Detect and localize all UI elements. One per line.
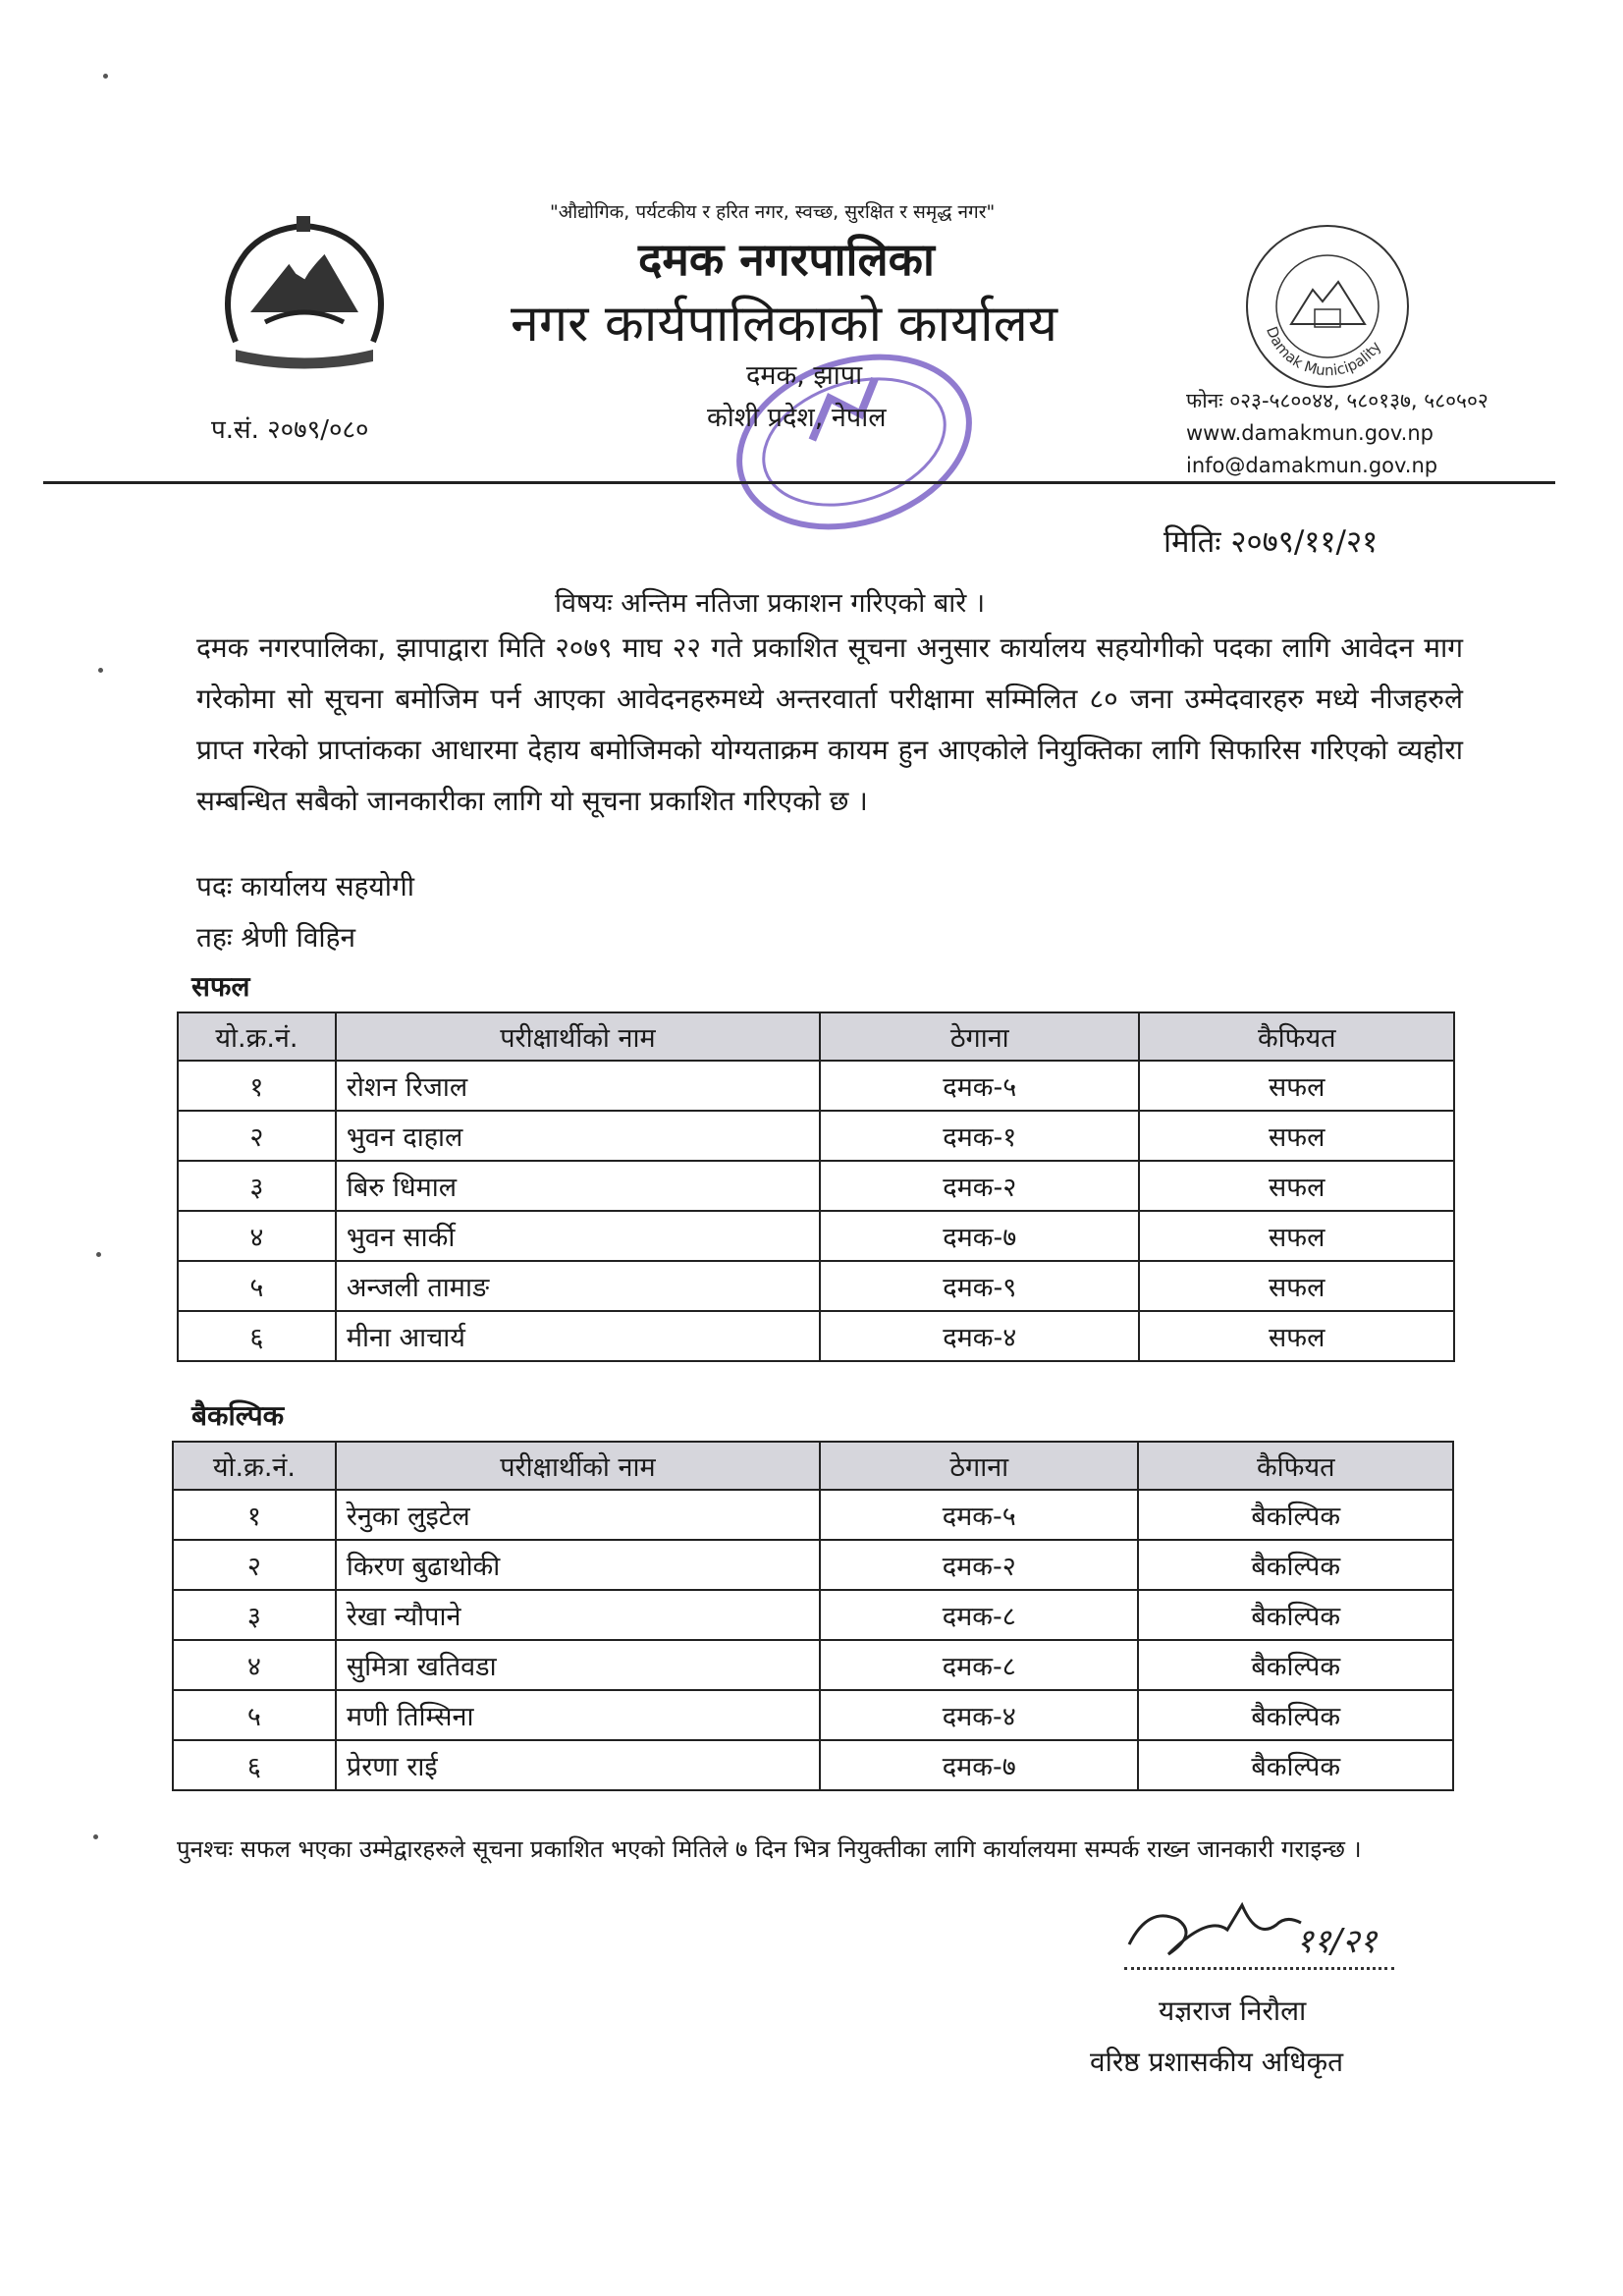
- notice-date: मितिः २०७९/११/२१: [1163, 524, 1379, 560]
- reference-number: प.सं. २०७९/०८०: [211, 415, 369, 445]
- remarks-cell: बैकल्पिक: [1138, 1490, 1453, 1540]
- svg-text:११/२१: ११/२१: [1296, 1922, 1378, 1961]
- postscript-note: पुनश्चः सफल भएका उम्मेद्वारहरुले सूचना प्रकाशित भएको मितिले ७ दिन भित्र नियुक्तीका लागि कार्यालयमा सम्पर्क राख्न जानकारी गराइन्छ ।: [177, 1835, 1362, 1863]
- email-link[interactable]: info@damakmun.gov.np: [1186, 454, 1438, 477]
- post-level: तहः श्रेणी विहिन: [196, 921, 356, 954]
- name-cell: मीना आचार्य: [336, 1311, 820, 1361]
- scan-speck: [103, 74, 108, 79]
- table-row: [173, 1540, 1453, 1590]
- scan-speck: [96, 1252, 101, 1257]
- remarks-cell: बैकल्पिक: [1138, 1690, 1453, 1740]
- address-cell: दमक-५: [820, 1061, 1139, 1111]
- table-row: [173, 1690, 1453, 1740]
- remarks-cell: बैकल्पिक: [1138, 1590, 1453, 1640]
- header-divider: [43, 481, 1555, 484]
- website-link[interactable]: www.damakmun.gov.np: [1186, 421, 1434, 445]
- name-cell: भुवन दाहाल: [336, 1111, 820, 1161]
- column-header-name: परीक्षार्थीको नाम: [336, 1012, 820, 1061]
- address-cell: दमक-८: [820, 1590, 1138, 1640]
- address-cell: दमक-८: [820, 1640, 1138, 1690]
- serial-cell: ४: [173, 1640, 336, 1690]
- notice-body: दमक नगरपालिका, झापाद्वारा मिति २०७९ माघ २२ गते प्रकाशित सूचना अनुसार कार्यालय सहयोगीको पदका लागि आवेदन माग गरेकोमा सो सूचना बमोजिम पर्न आएका आवेदनहरुमध्ये अन्तरवार्ता परीक्षामा सम्मिलित ८० जना उम्मेदवारहरु मध्ये नीजहरुले प्राप्त गरेको प्राप्तांकका आधारमा देहाय बमोजिमको योग्यताक्रम कायम हुन आएकोले नियुक्तिका लागि सिफारिस गरिएको व्यहोरा सम्बन्धित सबैको जानकारीका लागि यो सूचना प्रकाशित गरिएको छ ।: [196, 631, 1463, 817]
- address-cell: दमक-७: [820, 1740, 1138, 1790]
- name-cell: बिरु धिमाल: [336, 1161, 820, 1211]
- passed-results-table: [177, 1011, 1455, 1362]
- nepal-emblem-logo: [206, 214, 403, 371]
- name-cell: रेनुका लुइटेल: [336, 1490, 820, 1540]
- table-row: [178, 1261, 1454, 1311]
- address-cell: दमक-२: [820, 1161, 1139, 1211]
- scan-speck: [93, 1834, 98, 1839]
- serial-cell: २: [173, 1540, 336, 1590]
- column-header-serial: यो.क्र.नं.: [173, 1442, 336, 1490]
- column-header-remarks: कैफियत: [1139, 1012, 1454, 1061]
- serial-cell: ५: [173, 1690, 336, 1740]
- address-cell: दमक-१: [820, 1111, 1139, 1161]
- address-cell: दमक-४: [820, 1311, 1139, 1361]
- name-cell: प्रेरणा राई: [336, 1740, 820, 1790]
- remarks-cell: बैकल्पिक: [1138, 1740, 1453, 1790]
- serial-cell: ६: [173, 1740, 336, 1790]
- table-row: [178, 1211, 1454, 1261]
- name-cell: भुवन सार्की: [336, 1211, 820, 1261]
- notice-subject: विषयः अन्तिम नतिजा प्रकाशन गरिएको बारे ।: [555, 588, 986, 619]
- table-row: [178, 1311, 1454, 1361]
- serial-cell: ३: [178, 1161, 336, 1211]
- passed-heading: सफल: [191, 970, 250, 1003]
- serial-cell: ६: [178, 1311, 336, 1361]
- serial-cell: १: [178, 1061, 336, 1111]
- remarks-cell: सफल: [1139, 1261, 1454, 1311]
- name-cell: किरण बुढाथोकी: [336, 1540, 820, 1590]
- svg-text:Damak Municipality: Damak Municipality: [1263, 324, 1385, 380]
- address-cell: दमक-७: [820, 1211, 1139, 1261]
- address-cell: दमक-४: [820, 1690, 1138, 1740]
- remarks-cell: सफल: [1139, 1211, 1454, 1261]
- municipality-seal: [1242, 221, 1414, 393]
- table-header-row: [178, 1012, 1454, 1061]
- signer-name: यज्ञराज निरौला: [1159, 1995, 1307, 2027]
- serial-cell: १: [173, 1490, 336, 1540]
- name-cell: सुमित्रा खतिवडा: [336, 1640, 820, 1690]
- phone-numbers: फोनः ०२३-५८००४४, ५८०१३७, ५८०५०२: [1186, 389, 1488, 412]
- column-header-serial: यो.क्र.नं.: [178, 1012, 336, 1061]
- remarks-cell: सफल: [1139, 1161, 1454, 1211]
- table-row: [178, 1111, 1454, 1161]
- column-header-address: ठेगाना: [820, 1012, 1139, 1061]
- table-header-row: [173, 1442, 1453, 1490]
- table-row: [173, 1640, 1453, 1690]
- name-cell: रेखा न्यौपाने: [336, 1590, 820, 1640]
- serial-cell: ५: [178, 1261, 336, 1311]
- alternate-results-table: [172, 1441, 1454, 1791]
- address-cell: दमक-५: [820, 1490, 1138, 1540]
- remarks-cell: बैकल्पिक: [1138, 1540, 1453, 1590]
- office-province: कोशी प्रदेश, नेपाल: [707, 403, 887, 433]
- table-row: [173, 1590, 1453, 1640]
- column-header-address: ठेगाना: [820, 1442, 1138, 1490]
- signer-designation: वरिष्ठ प्रशासकीय अधिकृत: [1090, 2046, 1344, 2078]
- post-title: पदः कार्यालय सहयोगी: [196, 870, 415, 902]
- remarks-cell: बैकल्पिक: [1138, 1640, 1453, 1690]
- column-header-name: परीक्षार्थीको नाम: [336, 1442, 820, 1490]
- office-district: दमक, झापा: [746, 360, 863, 391]
- name-cell: मणी तिम्सिना: [336, 1690, 820, 1740]
- organization-name: दमक नगरपालिका: [638, 233, 935, 286]
- address-cell: दमक-२: [820, 1540, 1138, 1590]
- column-header-remarks: कैफियत: [1138, 1442, 1453, 1490]
- address-cell: दमक-९: [820, 1261, 1139, 1311]
- table-row: [178, 1161, 1454, 1211]
- serial-cell: २: [178, 1111, 336, 1161]
- table-row: [173, 1490, 1453, 1540]
- serial-cell: ३: [173, 1590, 336, 1640]
- handwritten-signature: [1109, 1886, 1434, 1974]
- municipality-tagline: "औद्योगिक, पर्यटकीय र हरित नगर, स्वच्छ, सुरक्षित र समृद्ध नगर": [550, 201, 996, 223]
- table-row: [173, 1740, 1453, 1790]
- scan-speck: [98, 668, 103, 673]
- contact-block: [1186, 385, 1488, 482]
- name-cell: अन्जली तामाङ: [336, 1261, 820, 1311]
- name-cell: रोशन रिजाल: [336, 1061, 820, 1111]
- remarks-cell: सफल: [1139, 1061, 1454, 1111]
- remarks-cell: सफल: [1139, 1311, 1454, 1361]
- signature-line: [1124, 1967, 1394, 1970]
- alternate-heading: बैकल्पिक: [191, 1399, 285, 1432]
- serial-cell: ४: [178, 1211, 336, 1261]
- office-name: नगर कार्यपालिकाको कार्यालय: [511, 295, 1058, 354]
- remarks-cell: सफल: [1139, 1111, 1454, 1161]
- table-row: [178, 1061, 1454, 1111]
